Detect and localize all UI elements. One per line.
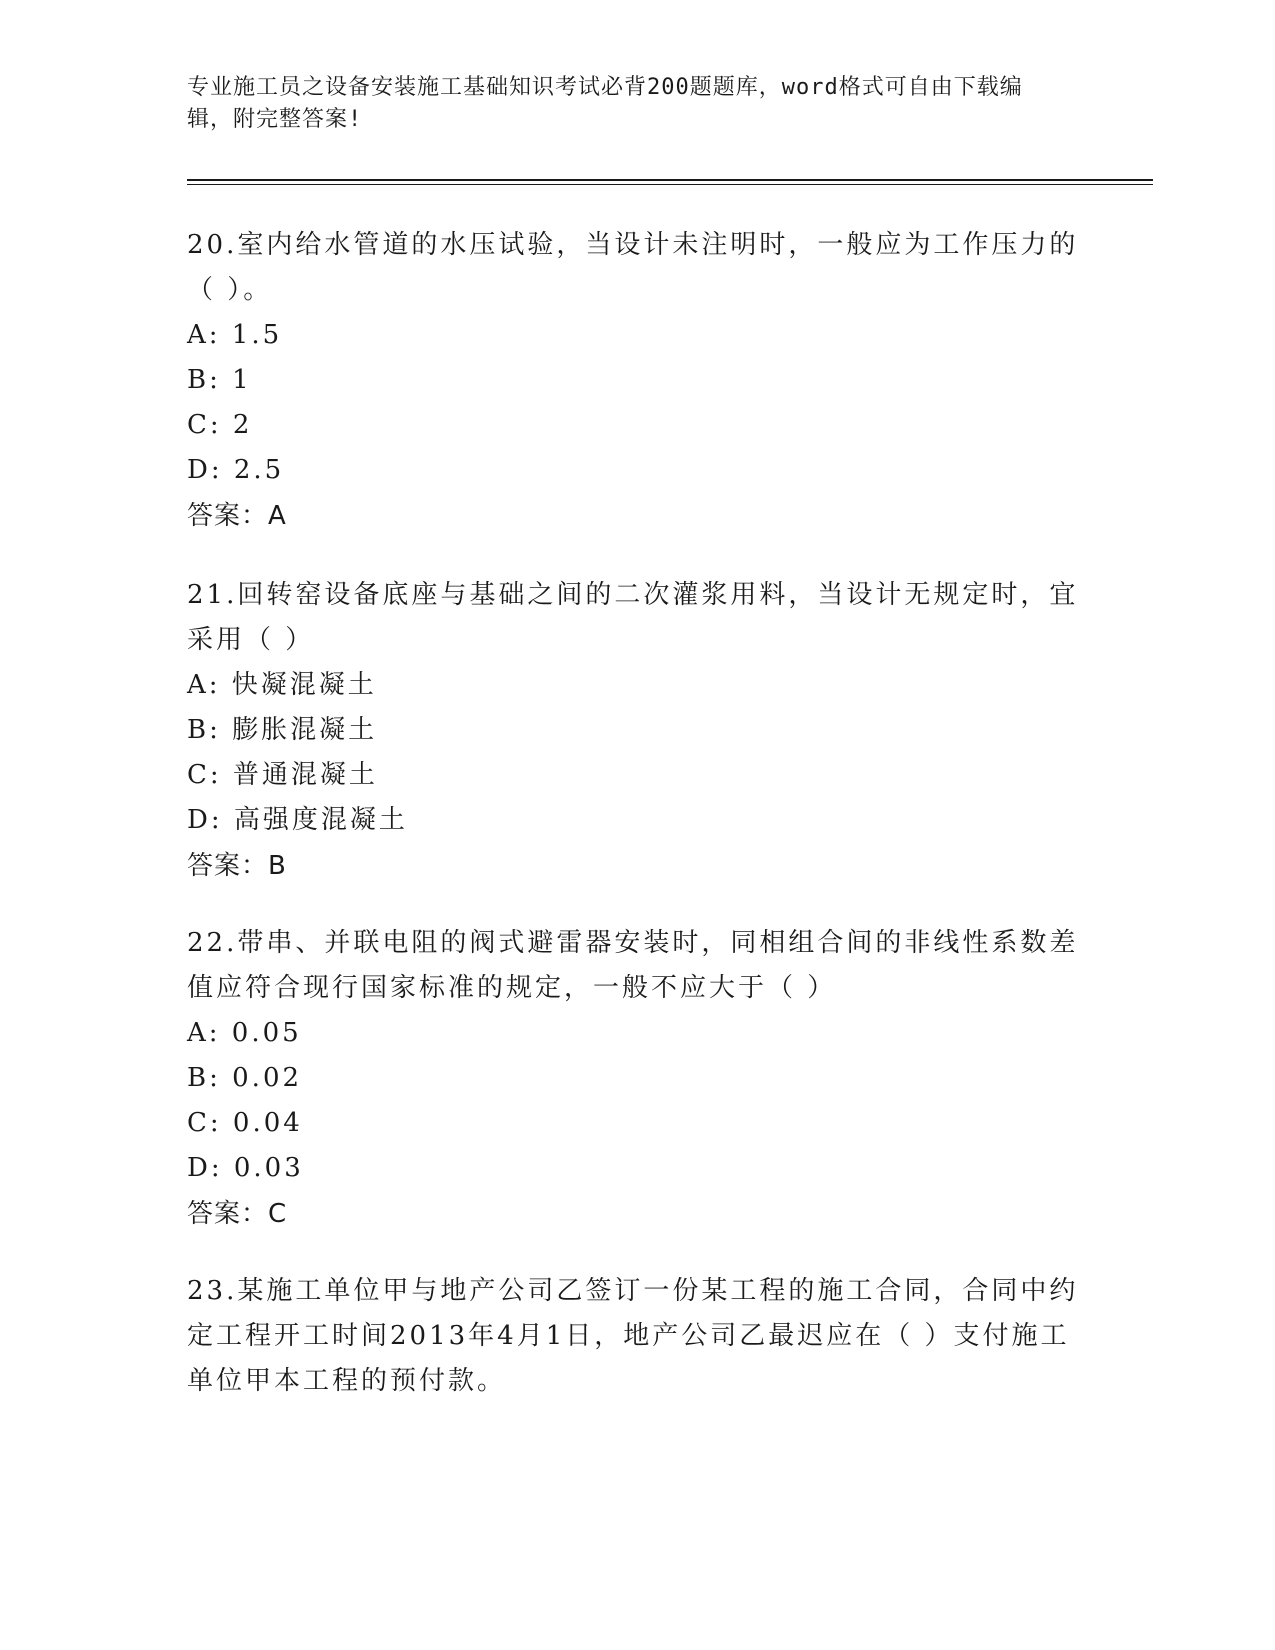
option-a: A: 0.05 (187, 1018, 302, 1048)
option-d: D: 0.03 (187, 1153, 304, 1183)
document-header: 专业施工员之设备安装施工基础知识考试必背200题题库，word格式可自由下载编辑，附完整答案! (187, 75, 1023, 132)
option-b: B: 0.02 (187, 1063, 303, 1093)
option-c: C: 普通混凝土 (187, 760, 378, 790)
question-23 (187, 1269, 1087, 1404)
option-b: B: 膨胀混凝土 (187, 715, 378, 745)
header-divider-thin (187, 184, 1153, 185)
question-22 (187, 921, 1087, 1237)
option-c: C: 0.04 (187, 1108, 303, 1138)
header-divider (187, 179, 1153, 181)
option-a: A: 1.5 (187, 320, 283, 350)
option-d: D: 高强度混凝土 (187, 805, 408, 835)
option-b: B: 1 (187, 365, 252, 395)
question-stem: 23.某施工单位甲与地产公司乙签订一份某工程的施工合同，合同中约定工程开工时间2013年4月1日，地产公司乙最迟应在（ ）支付施工单位甲本工程的预付款。 (187, 1276, 1079, 1396)
question-20 (187, 223, 1087, 539)
option-d: D: 2.5 (187, 455, 285, 485)
option-a: A: 快凝混凝土 (187, 670, 377, 700)
question-21 (187, 573, 1087, 889)
option-c: C: 2 (187, 410, 253, 440)
question-stem: 21.回转窑设备底座与基础之间的二次灌浆用料，当设计无规定时，宜采用（ ） (187, 580, 1079, 655)
question-stem: 22.带串、并联电阻的阀式避雷器安装时，同相组合间的非线性系数差值应符合现行国家标准的规定，一般不应大于（ ） (187, 928, 1079, 1003)
answer: 答案：C (187, 1199, 288, 1229)
answer: 答案：A (187, 501, 287, 531)
question-stem: 20.室内给水管道的水压试验，当设计未注明时，一般应为工作压力的（ ）。 (187, 230, 1079, 305)
answer: 答案：B (187, 851, 287, 881)
